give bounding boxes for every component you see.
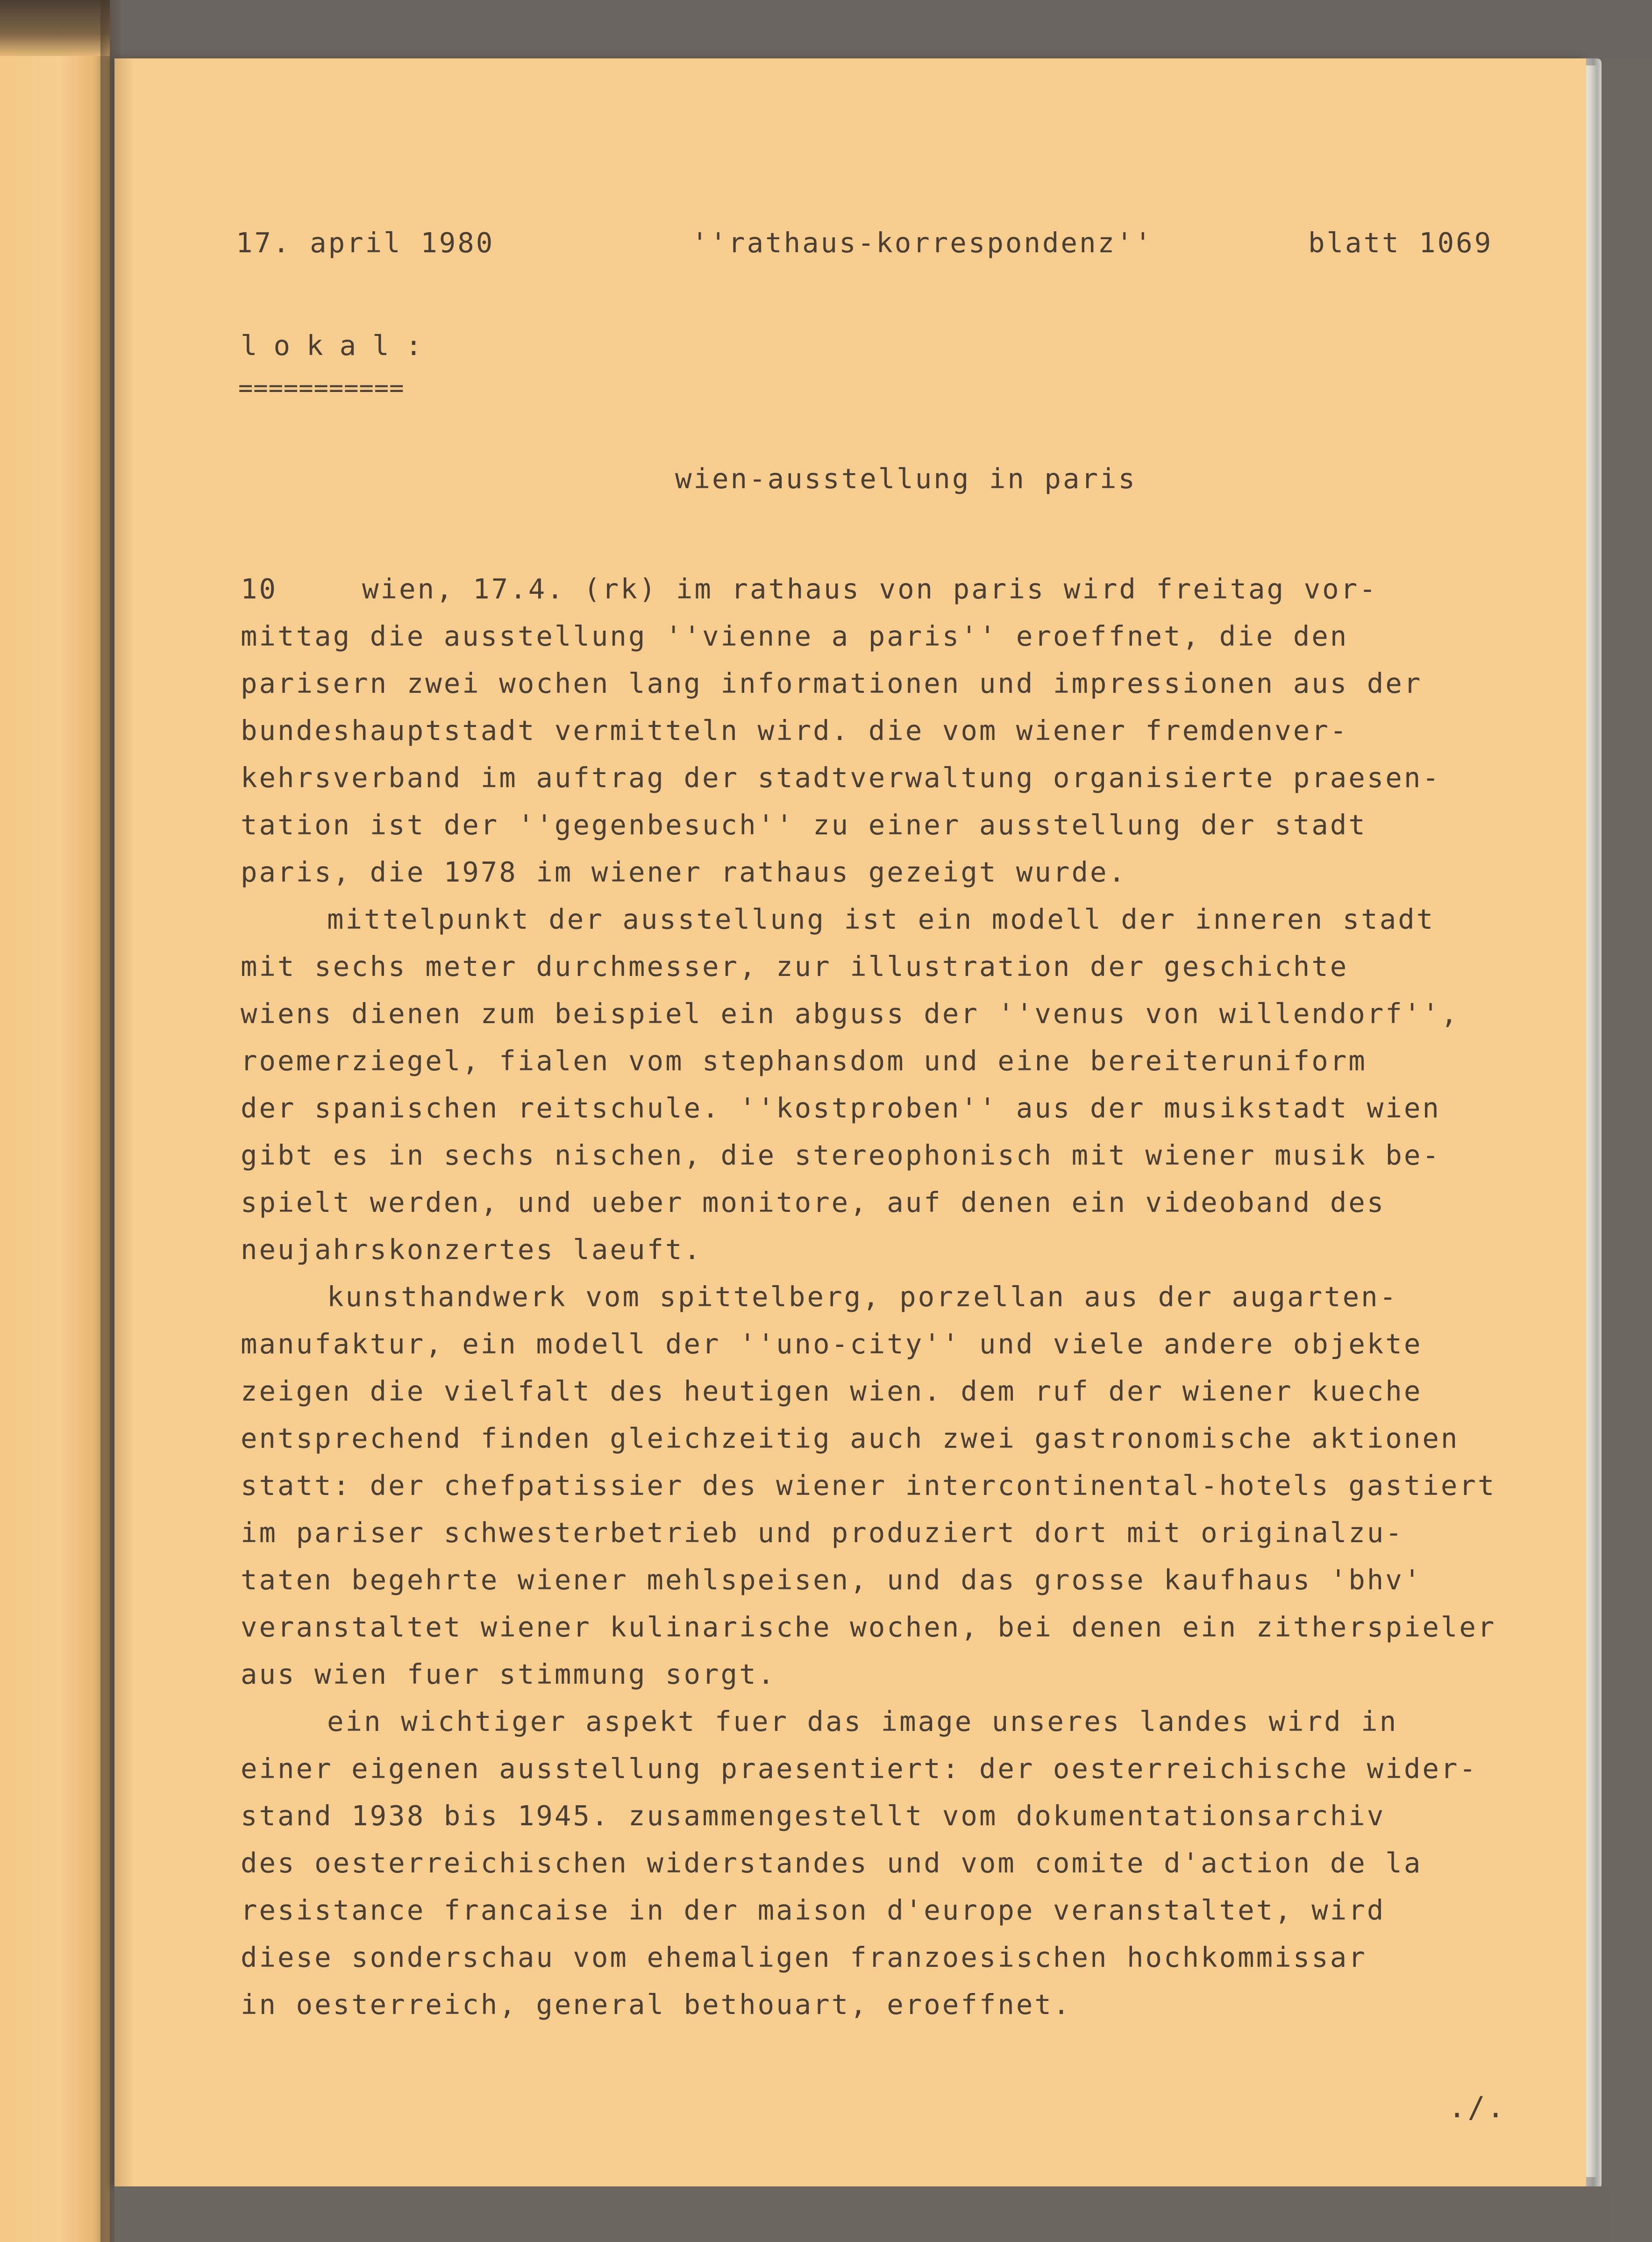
body-line: aus wien fuer stimmung sorgt. bbox=[241, 1658, 776, 1690]
body-line: entsprechend finden gleichzeitig auch zwei gastronomische aktionen bbox=[241, 1422, 1460, 1454]
body-line: resistance francaise in der maison d'europe veranstaltet, wird bbox=[241, 1894, 1386, 1926]
body-line-text: wien, 17.4. (rk) im rathaus von paris wird freitag vor- bbox=[362, 573, 1378, 605]
header-sheet-number: blatt 1069 bbox=[1308, 227, 1493, 259]
body-line: mittag die ausstellung ''vienne a paris'' eroeffnet, die den bbox=[241, 620, 1349, 652]
body-line: im pariser schwesterbetrieb und produziert dort mit originalzu- bbox=[241, 1516, 1404, 1549]
body-line: stand 1938 bis 1945. zusammengestellt vom dokumentationsarchiv bbox=[241, 1800, 1386, 1832]
body-line: parisern zwei wochen lang informationen und impressionen aus der bbox=[241, 667, 1423, 699]
page-gutter-shade bbox=[114, 58, 133, 2186]
body-line: paris, die 1978 im wiener rathaus gezeigt wurde. bbox=[241, 856, 1127, 888]
body-line: mittelpunkt der ausstellung ist ein modell der inneren stadt bbox=[327, 903, 1435, 935]
article-body bbox=[241, 565, 1652, 2028]
section-label: lokal: bbox=[241, 329, 439, 362]
book-background bbox=[0, 0, 1652, 58]
document-page bbox=[114, 58, 1586, 2186]
scan-background-bottom bbox=[114, 2186, 1609, 2242]
body-line: taten begehrte wiener mehlspeisen, und das grosse kaufhaus 'bhv' bbox=[241, 1564, 1423, 1596]
body-line: neujahrskonzertes laeuft. bbox=[241, 1233, 703, 1266]
article-title: wien-ausstellung in paris bbox=[675, 463, 1137, 495]
body-line: tation ist der ''gegenbesuch'' zu einer ausstellung der stadt bbox=[241, 809, 1367, 841]
body-line: manufaktur, ein modell der ''uno-city'' und viele andere objekte bbox=[241, 1328, 1423, 1360]
body-line: in oesterreich, general bethouart, eroeffnet. bbox=[241, 1988, 1072, 2021]
body-line bbox=[241, 565, 1652, 612]
body-line: kehrsverband im auftrag der stadtverwaltung organisierte praesen- bbox=[241, 762, 1441, 794]
header-publication: ''rathaus-korrespondenz'' bbox=[691, 227, 1154, 259]
body-line: bundeshauptstadt vermitteln wird. die vom wiener fremdenver- bbox=[241, 714, 1349, 747]
body-line: spielt werden, und ueber monitore, auf denen ein videoband des bbox=[241, 1186, 1386, 1218]
body-line: veranstaltet wiener kulinarische wochen, bei denen ein zitherspieler bbox=[241, 1611, 1496, 1643]
body-line: des oesterreichischen widerstandes und vom comite d'action de la bbox=[241, 1847, 1423, 1879]
body-line: mit sechs meter durchmesser, zur illustration der geschichte bbox=[241, 950, 1349, 982]
body-line: kunsthandwerk vom spittelberg, porzellan aus der augarten- bbox=[327, 1281, 1398, 1313]
body-line: ein wichtiger aspekt fuer das image unseres landes wird in bbox=[327, 1705, 1398, 1737]
continuation-mark: ./. bbox=[1448, 2090, 1506, 2124]
section-underline: =========== bbox=[238, 374, 405, 402]
body-line: zeigen die vielfalt des heutigen wien. dem ruf der wiener kueche bbox=[241, 1375, 1423, 1407]
body-line: diese sonderschau vom ehemaligen franzoesischen hochkommissar bbox=[241, 1941, 1367, 1973]
header-date: 17. april 1980 bbox=[236, 227, 495, 259]
left-page-edge bbox=[0, 0, 110, 2242]
left-page-top-edge bbox=[0, 0, 110, 56]
body-line: wiens dienen zum beispiel ein abguss der ''venus von willendorf'', bbox=[241, 997, 1460, 1030]
body-line: der spanischen reitschule. ''kostproben'' aus der musikstadt wien bbox=[241, 1092, 1441, 1124]
body-line: statt: der chefpatissier des wiener intercontinental-hotels gastiert bbox=[241, 1469, 1496, 1502]
body-line: gibt es in sechs nischen, die stereophonisch mit wiener musik be- bbox=[241, 1139, 1441, 1171]
body-line: roemerziegel, fialen vom stephansdom und eine bereiteruniform bbox=[241, 1045, 1367, 1077]
paragraph-number: 10 bbox=[241, 573, 278, 605]
body-line: einer eigenen ausstellung praesentiert: der oesterreichische wider- bbox=[241, 1752, 1478, 1785]
